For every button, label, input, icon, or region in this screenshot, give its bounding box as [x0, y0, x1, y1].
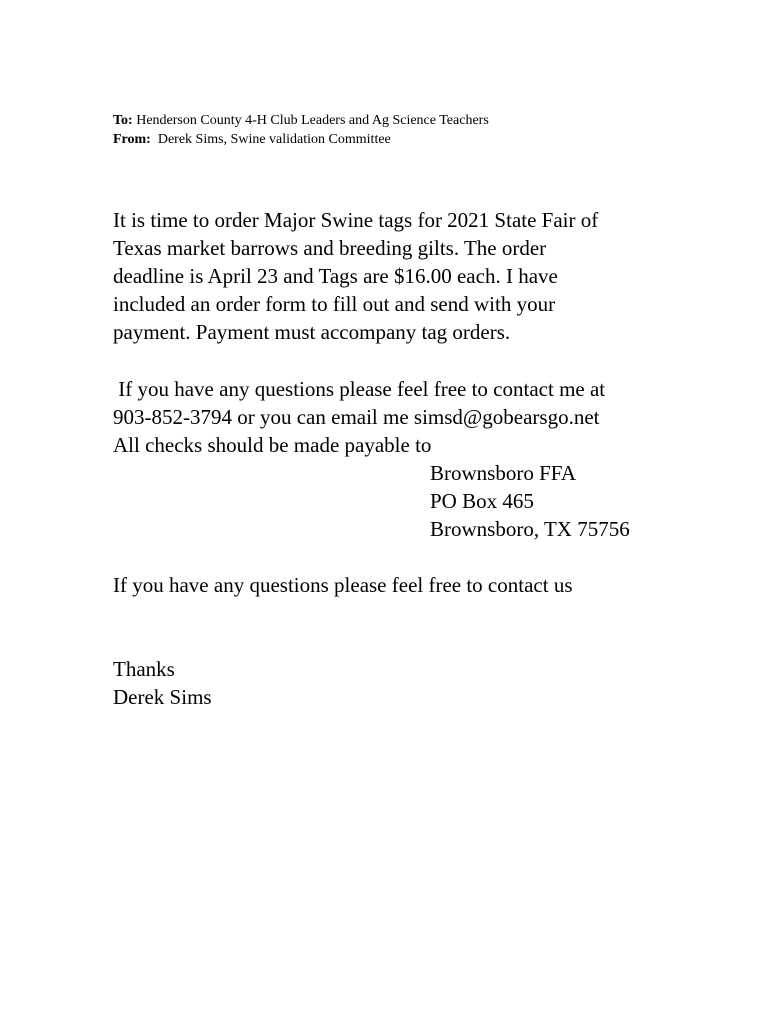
paragraph-line: Texas market barrows and breeding gilts. The order: [113, 236, 547, 260]
address-line: Brownsboro, TX 75756: [430, 517, 630, 541]
mailing-address: [430, 459, 630, 543]
paragraph-line: included an order form to fill out and send with your: [113, 292, 556, 316]
memo-to-label: To:: [113, 113, 133, 128]
letter-closing: [113, 655, 212, 711]
memo-from-label: From:: [113, 132, 151, 147]
memo-from-line: [113, 130, 489, 149]
paragraph-line: It is time to order Major Swine tags for 2021 State Fair of: [113, 208, 599, 232]
closing-thanks: Thanks: [113, 657, 175, 681]
paragraph-line: If you have any questions please feel free to contact me at: [113, 377, 606, 401]
paragraph-closing-note: [113, 571, 573, 599]
memo-header: [113, 111, 489, 149]
paragraph-contact-info: [113, 375, 605, 459]
address-line: PO Box 465: [430, 489, 534, 513]
paragraph-line: If you have any questions please feel free to contact us: [113, 573, 573, 597]
paragraph-line: payment. Payment must accompany tag orders.: [113, 320, 511, 344]
paragraph-line: deadline is April 23 and Tags are $16.00 each. I have: [113, 264, 558, 288]
memo-from-value: Derek Sims, Swine validation Committee: [157, 132, 391, 147]
memo-to-value: Henderson County 4-H Club Leaders and Ag Science Teachers: [136, 113, 489, 128]
paragraph-line: 903-852-3794 or you can email me simsd@gobearsgo.net: [113, 405, 600, 429]
paragraph-tag-order: [113, 206, 598, 346]
memo-to-line: [113, 111, 489, 130]
closing-signature: Derek Sims: [113, 685, 212, 709]
address-line: Brownsboro FFA: [430, 461, 577, 485]
paragraph-line: All checks should be made payable to: [113, 433, 432, 457]
